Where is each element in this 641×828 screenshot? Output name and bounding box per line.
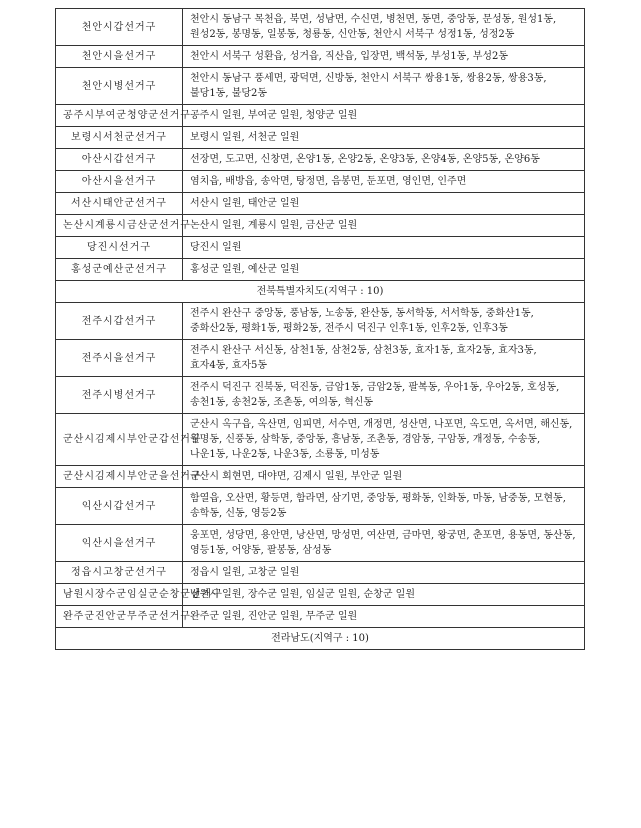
district-area: 선장면, 도고면, 신창면, 온양1동, 온양2동, 온양3동, 온양4동, 온양5동, 온양6동	[183, 149, 585, 171]
table-row	[56, 488, 585, 525]
district-name: 전주시병선거구	[56, 377, 183, 414]
table-row	[56, 340, 585, 377]
table-row	[56, 414, 585, 466]
district-area: 완주군 일원, 진안군 일원, 무주군 일원	[183, 606, 585, 628]
district-name: 홍성군예산군선거구	[56, 259, 183, 281]
district-area: 서산시 일원, 태안군 일원	[183, 193, 585, 215]
district-name: 정읍시고창군선거구	[56, 562, 183, 584]
table-row	[56, 9, 585, 46]
table-row	[56, 303, 585, 340]
table-row	[56, 105, 585, 127]
table-row	[56, 562, 585, 584]
district-area: 천안시 동남구 풍세면, 광덕면, 신방동, 천안시 서북구 쌍용1동, 쌍용2동, 쌍용3동, 불당1동, 불당2동	[183, 68, 585, 105]
district-name: 아산시을선거구	[56, 171, 183, 193]
table-row	[56, 584, 585, 606]
district-name: 논산시계룡시금산군선거구	[56, 215, 183, 237]
district-name: 천안시병선거구	[56, 68, 183, 105]
district-area: 남원시 일원, 장수군 일원, 임실군 일원, 순창군 일원	[183, 584, 585, 606]
table-row	[56, 466, 585, 488]
region-header: 전라남도(지역구 : 10)	[56, 628, 585, 650]
district-area: 군산시 옥구읍, 옥산면, 임피면, 서수면, 개정면, 성산면, 나포면, 옥도면, 옥서면, 해신동, 월명동, 신풍동, 삼학동, 중앙동, 흥남동, 조촌동, 경암동, 구암동, 개정동, 수송동, 나운1동, 나운2동, 나운3동, 소룡동, 미성동	[183, 414, 585, 466]
table-row	[56, 46, 585, 68]
district-area: 전주시 완산구 서신동, 삼천1동, 삼천2동, 삼천3동, 효자1동, 효자2동, 효자3동, 효자4동, 효자5동	[183, 340, 585, 377]
district-area: 천안시 동남구 목천읍, 북면, 성남면, 수신면, 병천면, 동면, 중앙동, 문성동, 원성1동, 원성2동, 봉명동, 일봉동, 청룡동, 신안동, 천안시 서북구 성정1동, 성정2동	[183, 9, 585, 46]
district-area: 당진시 일원	[183, 237, 585, 259]
table-row	[56, 237, 585, 259]
district-name: 천안시갑선거구	[56, 9, 183, 46]
district-name: 익산시갑선거구	[56, 488, 183, 525]
district-area: 홍성군 일원, 예산군 일원	[183, 259, 585, 281]
table-row	[56, 259, 585, 281]
district-area: 웅포면, 성당면, 용안면, 낭산면, 망성면, 여산면, 금마면, 왕궁면, 춘포면, 용동면, 동산동, 영등1동, 어양동, 팔봉동, 삼성동	[183, 525, 585, 562]
district-area: 천안시 서북구 성환읍, 성거읍, 직산읍, 입장면, 백석동, 부성1동, 부성2동	[183, 46, 585, 68]
district-table-body	[56, 9, 585, 650]
district-name: 전주시을선거구	[56, 340, 183, 377]
region-header-row	[56, 281, 585, 303]
district-area: 논산시 일원, 계룡시 일원, 금산군 일원	[183, 215, 585, 237]
district-area: 전주시 완산구 중앙동, 풍남동, 노송동, 완산동, 동서학동, 서서학동, 중화산1동, 중화산2동, 평화1동, 평화2동, 전주시 덕진구 인후1동, 인후2동, 인후3동	[183, 303, 585, 340]
district-area: 정읍시 일원, 고창군 일원	[183, 562, 585, 584]
district-area: 함열읍, 오산면, 황등면, 함라면, 삼기면, 중앙동, 평화동, 인화동, 마동, 남중동, 모현동, 송학동, 신동, 영등2동	[183, 488, 585, 525]
table-row	[56, 606, 585, 628]
table-row	[56, 193, 585, 215]
district-area: 공주시 일원, 부여군 일원, 청양군 일원	[183, 105, 585, 127]
district-area: 군산시 회현면, 대야면, 김제시 일원, 부안군 일원	[183, 466, 585, 488]
district-name: 익산시을선거구	[56, 525, 183, 562]
district-area: 염치읍, 배방읍, 송악면, 탕정면, 음봉면, 둔포면, 영인면, 인주면	[183, 171, 585, 193]
district-name: 완주군진안군무주군선거구	[56, 606, 183, 628]
table-row	[56, 149, 585, 171]
region-header: 전북특별자치도(지역구 : 10)	[56, 281, 585, 303]
district-name: 천안시을선거구	[56, 46, 183, 68]
district-table	[55, 8, 585, 650]
table-row	[56, 215, 585, 237]
district-name: 서산시태안군선거구	[56, 193, 183, 215]
table-row	[56, 525, 585, 562]
district-name: 아산시갑선거구	[56, 149, 183, 171]
table-row	[56, 127, 585, 149]
district-name: 군산시김제시부안군갑선거구	[56, 414, 183, 466]
district-area: 보령시 일원, 서천군 일원	[183, 127, 585, 149]
table-row	[56, 377, 585, 414]
district-name: 당진시선거구	[56, 237, 183, 259]
region-header-row	[56, 628, 585, 650]
district-name: 군산시김제시부안군을선거구	[56, 466, 183, 488]
district-name: 공주시부여군청양군선거구	[56, 105, 183, 127]
district-name: 보령시서천군선거구	[56, 127, 183, 149]
district-name: 남원시장수군임실군순창군선거구	[56, 584, 183, 606]
district-name: 전주시갑선거구	[56, 303, 183, 340]
district-area: 전주시 덕진구 진북동, 덕진동, 금암1동, 금암2동, 팔복동, 우아1동, 우아2동, 호성동, 송천1동, 송천2동, 조촌동, 여의동, 혁신동	[183, 377, 585, 414]
table-row	[56, 68, 585, 105]
table-row	[56, 171, 585, 193]
